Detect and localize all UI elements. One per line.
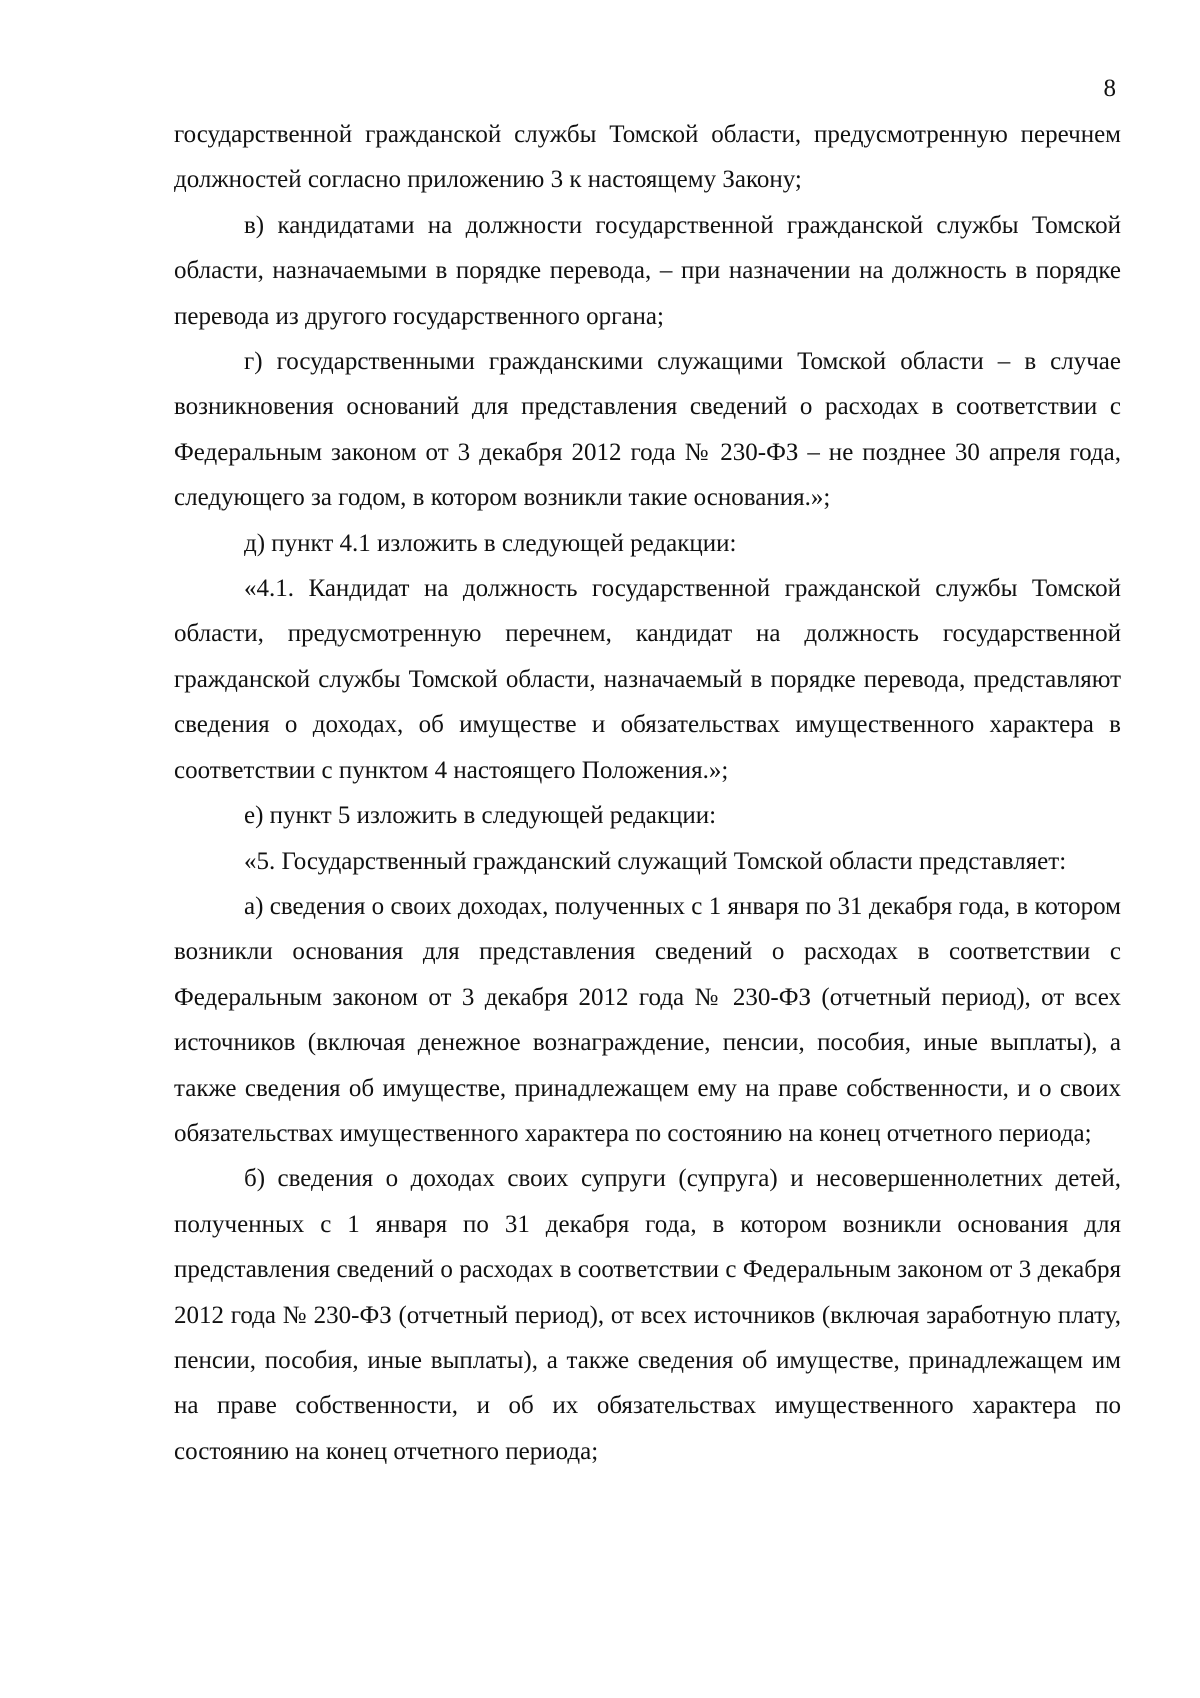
paragraph-subitem-a: а) сведения о своих доходах, полученных с 1 января по 31 декабря года, в котором возникли основания для представления сведений о расходах в соответствии с Федеральным законом от 3 декабря 2012 года № 230-ФЗ (отчетный период), от всех источников (включая денежное вознаграждение, пенсии, пособия, иные выплаты), а также сведения об имуществе, принадлежащем ему на праве собственности, и о своих обязательствах имущественного характера по состоянию на конец отчетного периода; <box>174 892 1121 1147</box>
page-number: 8 <box>1103 75 1116 102</box>
paragraph-item-v: в) кандидатами на должности государственной гражданской службы Томской области, назначаемыми в порядке перевода, – при назначении на должность в порядке перевода из другого государственного органа; <box>174 211 1121 330</box>
paragraph-continuation: государственной гражданской службы Томской области, предусмотренную перечнем должностей согласно приложению 3 к настоящему Закону; <box>174 121 1121 194</box>
paragraph-subitem-b: б) сведения о доходах своих супруги (супруга) и несовершеннолетних детей, полученных с 1 января по 31 декабря года, в котором возникли основания для представления сведений о расходах в соответствии с Федеральным законом от 3 декабря 2012 года № 230-ФЗ (отчетный период), от всех источников (включая заработную плату, пенсии, пособия, иные выплаты), а также сведения об имуществе, принадлежащем им на праве собственности, и об их обязательствах имущественного характера по состоянию на конец отчетного периода; <box>174 1165 1121 1465</box>
paragraph-item-d: д) пункт 4.1 изложить в следующей редакции: <box>244 529 737 557</box>
paragraph-clause-5: «5. Государственный гражданский служащий Томской области представляет: <box>244 847 1067 875</box>
document-body <box>174 112 1121 1474</box>
paragraph-item-e: е) пункт 5 изложить в следующей редакции: <box>244 802 717 830</box>
paragraph-item-g: г) государственными гражданскими служащими Томской области – в случае возникновения оснований для представления сведений о расходах в соответствии с Федеральным законом от 3 декабря 2012 года № 230-ФЗ – не позднее 30 апреля года, следующего за годом, в котором возникли такие основания.»; <box>174 348 1121 512</box>
paragraph-clause-4-1: «4.1. Кандидат на должность государственной гражданской службы Томской области, предусмотренную перечнем, кандидат на должность государственной гражданской службы Томской области, назначаемый в порядке перевода, представляют сведения о доходах, об имуществе и обязательствах имущественного характера в соответствии с пунктом 4 настоящего Положения.»; <box>174 575 1121 784</box>
